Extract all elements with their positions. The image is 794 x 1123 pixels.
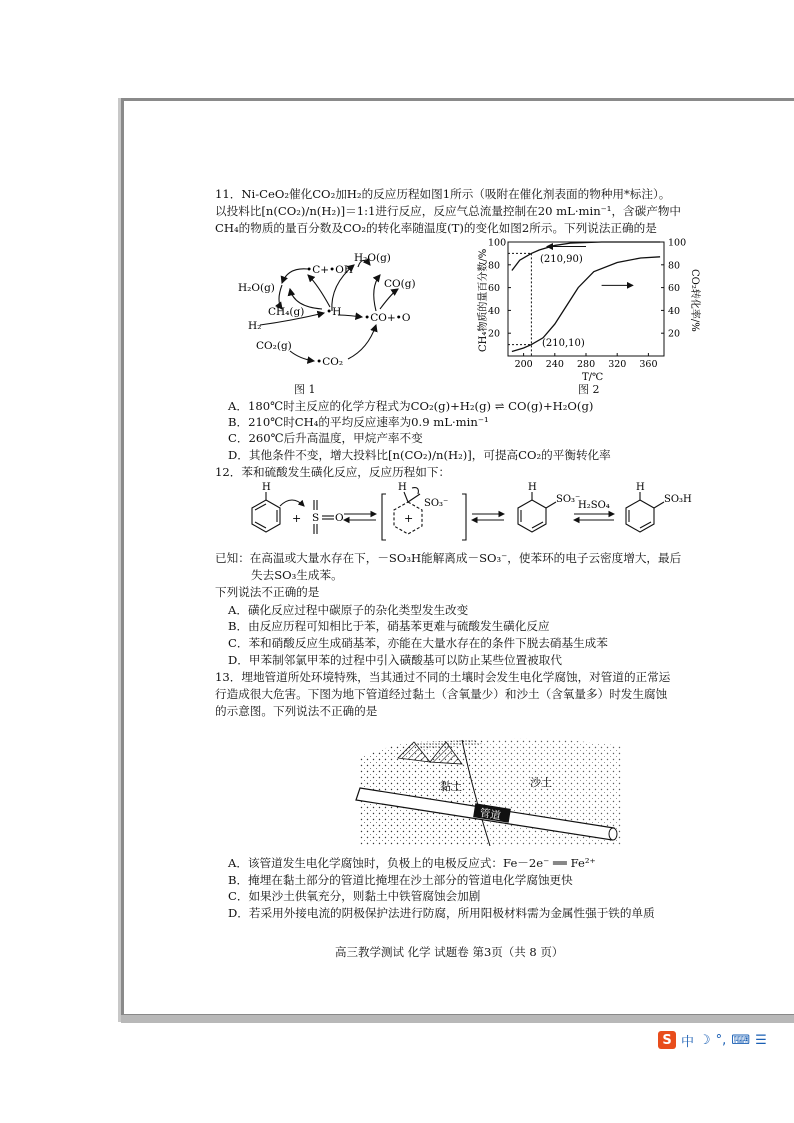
q11-line3: CH₄的物质的量百分数及CO₂的转化率随温度(T)的变化如图2所示。下列说法正确的是 (215, 221, 657, 235)
fig1-co-o: •CO+•O (364, 312, 411, 324)
fig1-co2-g: CO₂(g) (256, 340, 292, 352)
q13-option-b[interactable]: B．掩埋在黏土部分的管道比掩埋在沙土部分的管道电化学腐蚀更快 (228, 873, 573, 887)
sand-label: 沙土 (530, 776, 552, 789)
scheme-h2: H (398, 482, 407, 493)
page-frame-bottom (121, 1014, 794, 1023)
keyboard-icon[interactable]: ⌨ (731, 1032, 751, 1048)
q11-option-b[interactable]: B．210℃时CH₄的平均反应速率为0.9 mL·min⁻¹ (228, 415, 489, 429)
q11-line1: 11．Ni-CeO₂催化CO₂加H₂的反应历程如图1所示（吸附在催化剂表面的物种用*标注）。 (215, 187, 671, 201)
scheme-so3-anion-2: SO₃⁻ (556, 494, 581, 505)
scheme-plus: + (292, 512, 302, 525)
pipe-corrosion-figure (354, 728, 624, 846)
q11-option-d[interactable]: D．其他条件不变，增大投料比[n(CO₂)/n(H₂)]，可提高CO₂的平衡转化率 (228, 448, 611, 462)
chart-y-left-tick-label: 60 (488, 283, 501, 295)
q13-line1: 13．埋地管道所处环境特殊，当其通过不同的土壤时会发生电化学腐蚀，对管道的正常运 (215, 670, 671, 684)
menu-icon[interactable]: ☰ (755, 1032, 767, 1048)
chart-ylabel-left: CH₄物质的量百分数/% (478, 248, 489, 352)
q11-option-c[interactable]: C．260℃后升高温度，甲烷产率不变 (228, 431, 423, 445)
chart-y-right-tick-label: 60 (668, 283, 681, 295)
figure-1-mechanism (230, 245, 450, 375)
chart-x-tick-label: 240 (545, 359, 564, 370)
pipe-label: 管道 (478, 807, 502, 823)
q13-line2: 行造成很大危害。下图为地下管道经过黏土（含氧量少）和沙土（含氧量多）时发生腐蚀 (215, 687, 668, 701)
chart-ylabel-right: CO₂转化率/% (689, 269, 700, 332)
chart-annotation-2: (210,10) (542, 338, 585, 349)
q12-title: 12．苯和硫酸发生磺化反应，反应历程如下： (215, 465, 451, 479)
chart-x-tick-label: 360 (639, 359, 658, 370)
q13-option-a[interactable]: A．该管道发生电化学腐蚀时，负极上的电极反应式：Fe－2e⁻ ══ Fe²⁺ (228, 856, 596, 870)
scheme-so3h: SO₃H (664, 494, 692, 505)
fig1-h2o-top: H₂O(g) (354, 252, 391, 264)
sogou-logo-icon[interactable]: S (658, 1031, 676, 1049)
fig1-c-oh: •C+•OH (306, 264, 353, 276)
chart-x-tick-label: 280 (577, 359, 596, 370)
clay-label: 黏土 (440, 780, 462, 793)
fig1-h2o-left: H₂O(g) (238, 282, 275, 294)
moon-icon[interactable]: ☽ (699, 1032, 711, 1048)
q12-known-line2: 失去SO₃生成苯。 (251, 568, 343, 582)
chart-y-right-tick-label: 20 (668, 328, 681, 340)
page-footer: 高三教学测试 化学 试题卷 第3页（共 8 页） (335, 945, 564, 959)
svg-text:+: + (404, 512, 414, 525)
punctuation-icon[interactable]: °, (715, 1032, 727, 1048)
chart-y-right-tick-label: 80 (668, 260, 681, 272)
fig2-caption: 图 2 (578, 383, 600, 396)
scheme-s: S (312, 512, 320, 524)
scheme-h3: H (528, 482, 537, 493)
chart-y-left-tick-label: 40 (488, 305, 501, 317)
q12-prompt: 下列说法不正确的是 (215, 585, 320, 599)
scheme-so3-anion: SO₃⁻ (424, 498, 449, 509)
chart-y-right-tick-label: 40 (668, 305, 681, 317)
scheme-o: O (335, 512, 344, 524)
sulfonation-scheme (240, 480, 710, 546)
scheme-reagent: H₂SO₄ (578, 500, 610, 511)
q12-option-d[interactable]: D．甲苯制邻氯甲苯的过程中引入磺酸基可以防止某些位置被取代 (228, 653, 562, 667)
chart-y-left-tick-label: 100 (488, 237, 507, 249)
scheme-h1: H (262, 482, 271, 493)
q11-option-a[interactable]: A．180℃时主反应的化学方程式为CO₂(g)+H₂(g) ⇌ CO(g)+H₂O(g) (228, 399, 594, 413)
ime-toolbar[interactable] (658, 1030, 794, 1050)
fig1-co-g: CO(g) (384, 278, 416, 290)
chart-y-right-tick-label: 100 (668, 237, 687, 249)
q13-line3: 的示意图。下列说法不正确的是 (215, 704, 378, 718)
q12-option-b[interactable]: B．由反应历程可知相比于苯，硝基苯更难与硫酸发生磺化反应 (228, 619, 550, 633)
fig1-h2: H₂ (248, 320, 262, 332)
scheme-h4: H (636, 482, 645, 493)
chart-annotation-1: (210,90) (540, 254, 583, 265)
chart-y-left-tick-label: 20 (488, 328, 501, 340)
q13-option-d[interactable]: D．若采用外接电流的阴极保护法进行防腐，所用阳极材料需为金属性强于铁的单质 (228, 906, 655, 920)
q11-line2: 以投料比[n(CO₂)/n(H₂)]＝1:1进行反应，反应气总流量控制在20 mL·min⁻¹，含碳产物中 (215, 204, 682, 218)
fig1-co2-ads: •CO₂ (316, 356, 344, 368)
chart-x-tick-label: 320 (608, 359, 627, 370)
figure-2-chart (470, 234, 710, 384)
q13-option-c[interactable]: C．如果沙土供氧充分，则黏土中铁管腐蚀会加剧 (228, 889, 481, 903)
q12-option-c[interactable]: C．苯和硝酸反应生成硝基苯，亦能在大量水存在的条件下脱去硝基生成苯 (228, 636, 608, 650)
fig1-h: •H (326, 306, 342, 318)
chart-series-2 (512, 257, 660, 352)
ime-language-toggle[interactable]: 中 (681, 1034, 695, 1050)
chart-y-left-tick-label: 80 (488, 260, 501, 272)
chart-xlabel: T/℃ (582, 372, 604, 383)
q12-option-a[interactable]: A．磺化反应过程中碳原子的杂化类型发生改变 (228, 603, 469, 617)
fig1-caption: 图 1 (294, 383, 316, 396)
chart-x-tick-label: 200 (514, 359, 533, 370)
q12-known-line1: 已知：在高温或大量水存在下，－SO₃H能解离成－SO₃⁻，使苯环的电子云密度增大，最后 (215, 551, 682, 565)
fig1-ch4: CH₄(g) (268, 306, 305, 318)
